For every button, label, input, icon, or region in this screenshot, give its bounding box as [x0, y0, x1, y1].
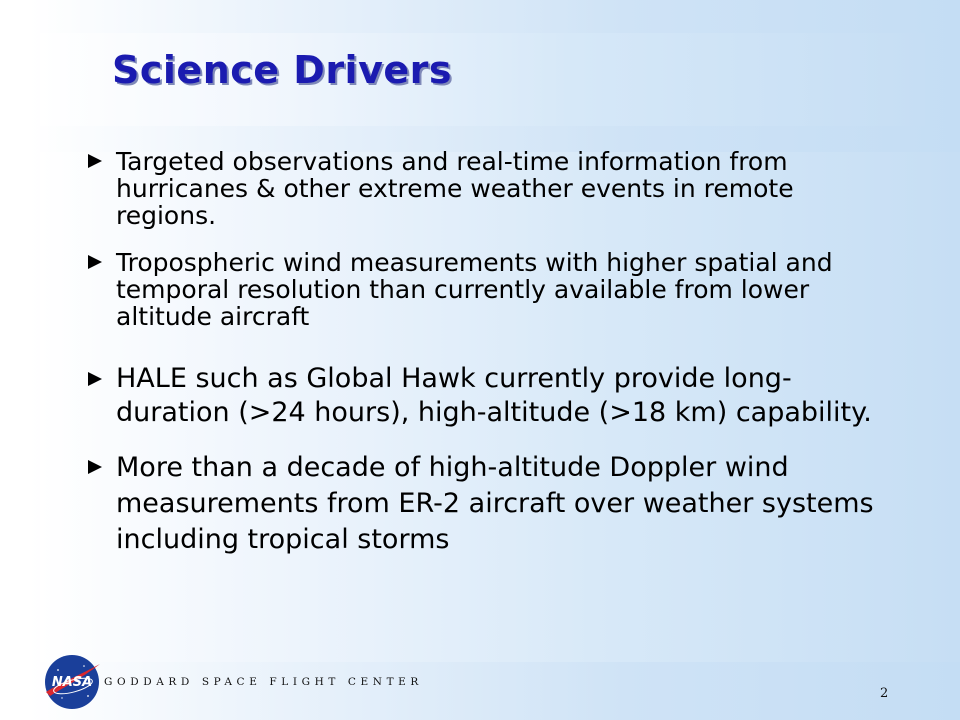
bullet-item [88, 450, 876, 558]
bullet-text: HALE such as Global Hawk currently provide long-duration (>24 hours), high-altitude (>18 km) capability. [116, 363, 872, 428]
bullet-item [88, 362, 876, 430]
slide-title: Science Drivers [112, 48, 452, 92]
arrow-bullet-icon [88, 372, 102, 386]
bullet-item [88, 249, 886, 330]
arrow-bullet-icon [88, 255, 102, 269]
bullet-text: Targeted observations and real-time information from hurricanes & other extreme weather events in remote regions. [116, 147, 794, 230]
page-number: 2 [880, 686, 889, 701]
bullet-item [88, 148, 886, 229]
bullet-list [88, 148, 888, 558]
bullet-text: Tropospheric wind measurements with higher spatial and temporal resolution than currently available from lower altitude aircraft [116, 248, 833, 331]
nasa-logo-icon [42, 652, 102, 712]
arrow-bullet-icon [88, 460, 102, 474]
arrow-bullet-icon [88, 154, 102, 168]
nasa-logo-text: NASA [51, 675, 93, 690]
center-name: GODDARD SPACE FLIGHT CENTER [104, 676, 423, 688]
bullet-text: More than a decade of high-altitude Doppler wind measurements from ER-2 aircraft over weather systems including tropical storms [116, 452, 874, 555]
